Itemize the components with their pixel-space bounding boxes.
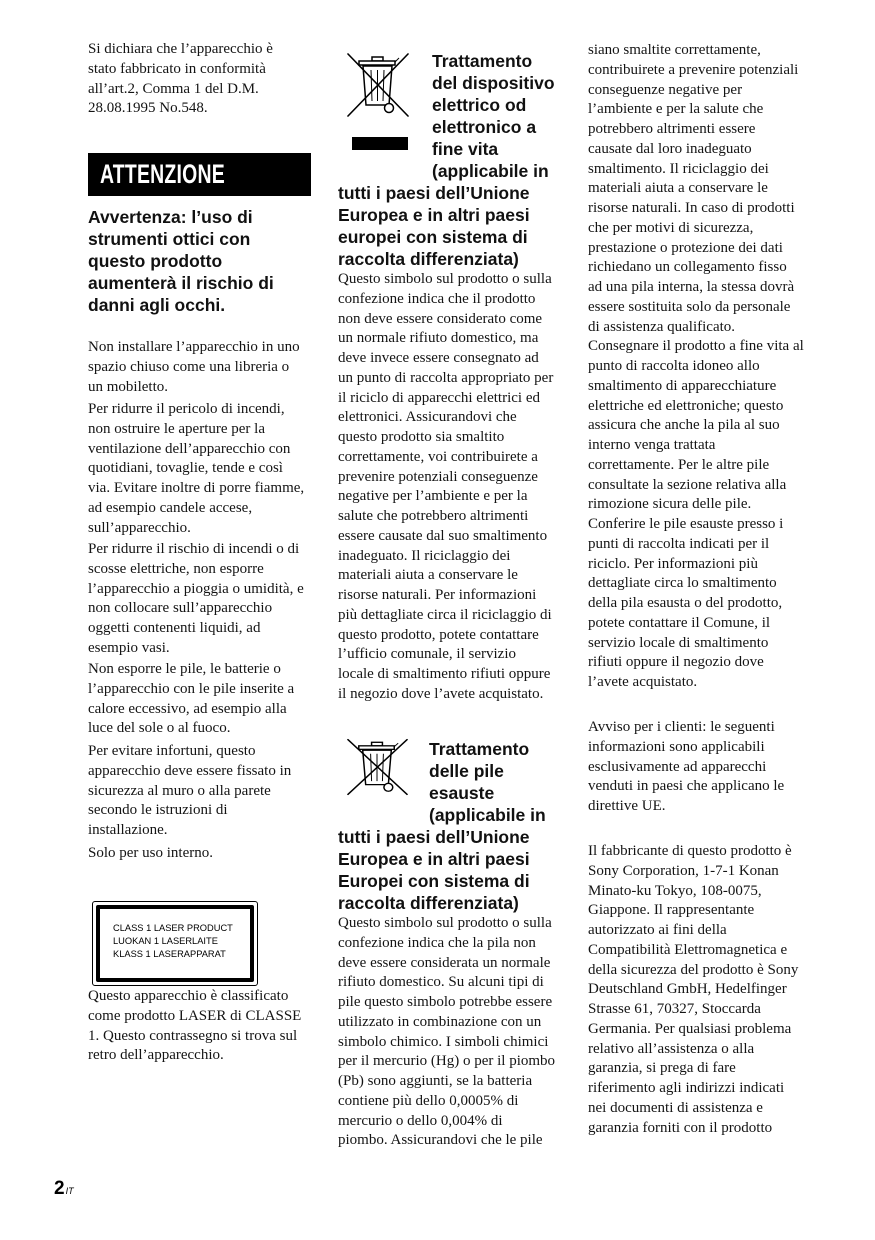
text-line: Per evitare infortuni, questo (88, 743, 256, 759)
text-line: l’avete acquistato. (588, 674, 698, 690)
customer-notice (588, 718, 810, 817)
heading-line: (applicabile in (429, 805, 546, 825)
text-line: simbolo chimico. I simboli chimici (338, 1033, 549, 1050)
text-line: mercurio o dello 0,004% di (338, 1112, 503, 1129)
text-line: questo prodotto, potete contattare (338, 626, 539, 643)
text-line: l’ufficio comunale, il servizio (338, 646, 517, 663)
text-line: utilizzato in combinazione con un (338, 1013, 542, 1030)
text-line: Minato-ku Tokyo, 108-0075, (588, 882, 762, 899)
safety-paragraph (88, 660, 313, 739)
text-line: piombo. Assicurandovi che le pile (338, 1132, 543, 1149)
text-line: Solo per uso interno. (88, 845, 213, 861)
text-line: pile questo simbolo potrebbe essere (338, 994, 553, 1010)
text-line: salute che potrebbero altrimenti (338, 508, 529, 524)
text-line: Deutschland GmbH, Hedelfinger (588, 981, 787, 998)
page-number-value: 2 (54, 1178, 65, 1199)
text-line: un punto di raccolta appropriato per (338, 369, 554, 386)
text-line: conseguenze negative per (588, 81, 743, 98)
text-line: riciclo. Per informazioni più (588, 555, 758, 572)
text-line: installazione. (88, 822, 168, 838)
text-line: rifiuti oppure il negozio dove (588, 654, 764, 671)
attenzione-banner (88, 153, 311, 196)
text-line: Il fabbricante di questo prodotto è (588, 843, 792, 859)
text-line: smaltimento di apparecchiature (588, 377, 777, 394)
text-line: potete contattare il Comune, il (588, 614, 771, 631)
text-line: quotidiani, tovaglie, tende e così (88, 460, 283, 477)
text-line: Giappone. Il rappresentante (588, 902, 755, 919)
text-line: sull’apparecchio. (88, 519, 191, 536)
text-line: contiene più dello 0,0005% di (338, 1092, 519, 1109)
text-line: Per ridurre il pericolo di incendi, (88, 401, 285, 417)
heading-line: tutti i paesi dell’Unione (338, 827, 530, 847)
heading-line: del dispositivo (432, 73, 555, 93)
eye-warning-heading (88, 206, 313, 316)
safety-paragraph (88, 742, 313, 841)
text-line: inadeguato. Il riciclaggio dei (338, 547, 511, 564)
text-line: all’art.2, Comma 1 del D.M. (88, 80, 259, 97)
text-line: questo prodotto sia smaltito (338, 429, 505, 445)
text-line: un mobiletto. (88, 378, 168, 395)
text-line: oggetti contenenti liquidi, ad (88, 620, 261, 636)
text-line: essere sostituita solo da personale (588, 298, 791, 315)
weee-heading (338, 50, 560, 182)
text-line: spazio chiuso come una libreria o (88, 358, 290, 375)
text-line: consultate la sezione relativa alla (588, 476, 787, 493)
text-line: essere causate dal suo smaltimento (338, 527, 548, 544)
text-line: punti di raccolta indicati per il (588, 535, 770, 552)
heading-line: Trattamento (429, 739, 530, 759)
text-line: dettagliate circa lo smaltimento (588, 575, 777, 592)
text-line: deve essere considerata un normale (338, 954, 551, 971)
text-line: risorse naturali. In caso di prodotti (588, 200, 795, 216)
heading-line: raccolta differenziata) (338, 249, 519, 269)
label-line: CLASS 1 LASER PRODUCT (113, 923, 233, 933)
text-line: scosse elettriche, non esporre (88, 560, 264, 577)
text-line: assicura che anche la pila al suo (588, 417, 780, 434)
text-line: di assistenza qualificato. (588, 318, 736, 335)
heading-line: danni agli occhi. (88, 295, 226, 315)
text-line: 28.08.1995 No.548. (88, 100, 208, 117)
text-line: Si dichiara che l’apparecchio è (88, 41, 273, 57)
text-line: Non installare l’apparecchio in uno (88, 339, 300, 355)
text-line: sicurezza al muro o alla parete (88, 782, 271, 799)
text-line: un normale rifiuto domestico, ma (338, 330, 539, 347)
text-line: potrebbero altrimenti essere (588, 121, 756, 137)
heading-line: elettrico od (432, 95, 527, 115)
conformity-paragraph (88, 40, 313, 119)
text-line: interno venga trattata (588, 437, 716, 453)
text-line: negative per l’ambiente e per la (338, 488, 528, 505)
laser-label-text (113, 922, 233, 961)
text-line: venduti in paesi che applicano le (588, 778, 785, 795)
text-line: retro dell’apparecchio. (88, 1047, 224, 1064)
text-line: prevenire potenziali conseguenze (338, 468, 538, 485)
text-line: l’ambiente e per la salute che (588, 101, 764, 118)
text-line: direttive UE. (588, 798, 666, 814)
safety-paragraph (88, 844, 313, 864)
text-line: deve invece essere consegnato ad (338, 350, 539, 366)
text-line: via. Evitare inoltre di porre fiamme, (88, 480, 305, 496)
text-line: materiali aiuta a conservare le (338, 567, 518, 584)
text-line: relativo all’assistenza o alla (588, 1040, 755, 1057)
text-line: elettronici. Assicurandovi che (338, 409, 517, 426)
heading-line: (applicabile in (432, 161, 549, 181)
heading-line: Trattamento (432, 51, 533, 71)
text-line: Questo simbolo sul prodotto o sulla (338, 915, 552, 931)
text-line: risorse naturali. Per informazioni (338, 587, 537, 603)
text-line: Sony Corporation, 1-7-1 Konan (588, 862, 779, 879)
heading-line: Europea e in altri paesi (338, 205, 530, 225)
text-line: più dettagliate circa il riciclaggio di (338, 606, 552, 623)
text-line: garanzia forniti con il prodotto (588, 1119, 773, 1136)
text-line: riferimento agli indirizzi indicati (588, 1080, 785, 1096)
heading-line: delle pile (429, 761, 504, 781)
laser-note-paragraph (88, 987, 313, 1066)
text-line: correttamente, voi contribuirete a (338, 448, 538, 465)
text-line: (Pb) sono aggiunti, se la batteria (338, 1073, 533, 1089)
battery-heading (338, 738, 560, 826)
text-line: Consegnare il prodotto a fine vita al (588, 338, 804, 355)
text-line: Non esporre le pile, le batterie o (88, 661, 281, 677)
text-line: materiali aiuta a conservare le (588, 180, 768, 197)
text-line: nei documenti di assistenza e (588, 1099, 763, 1116)
text-line: smaltimento. Il riciclaggio dei (588, 160, 769, 177)
heading-line: fine vita (432, 139, 499, 159)
label-line: LUOKAN 1 LASERLAITE (113, 936, 218, 946)
weee-body (338, 270, 560, 705)
text-line: della pila esausta o del prodotto, (588, 595, 783, 611)
heading-line: esauste (429, 783, 495, 803)
battery-body-continued (588, 41, 810, 693)
label-line: KLASS 1 LASERAPPARAT (113, 949, 226, 959)
text-line: non ostruire le aperture per la (88, 420, 266, 437)
safety-paragraph (88, 400, 313, 538)
text-line: ad esempio candele accese, (88, 499, 253, 516)
text-line: non deve essere considerato come (338, 310, 543, 327)
text-line: informazioni sono applicabili (588, 738, 765, 755)
text-line: contribuirete a prevenire potenziali (588, 61, 799, 78)
text-line: garanzia, si prega di fare (588, 1060, 736, 1077)
text-line: siano smaltite correttamente, (588, 42, 761, 58)
text-line: autorizzato ai fini della (588, 922, 727, 938)
text-line: causate dal loro inadeguato (588, 140, 752, 157)
text-line: prestazione o protezione dei dati (588, 239, 783, 256)
text-line: richiedano un collegamento fisso (588, 259, 787, 276)
attenzione-title: ATTENZIONE (100, 159, 225, 189)
text-line: Questo simbolo sul prodotto o sulla (338, 271, 552, 287)
heading-line: Europei con sistema di (338, 871, 530, 891)
manufacturer-info (588, 842, 810, 1138)
text-line: esempio vasi. (88, 639, 170, 656)
text-line: il riciclo di apparecchi elettrici ed (338, 389, 540, 406)
text-line: stato fabbricato in conformità (88, 60, 266, 77)
text-line: della sicurezza del prodotto è Sony (588, 961, 799, 978)
heading-line: questo prodotto (88, 251, 223, 271)
weee-heading-continued (338, 182, 560, 270)
heading-line: europei con sistema di (338, 227, 528, 247)
heading-line: strumenti ottici con (88, 229, 251, 249)
heading-line: aumenterà il rischio di (88, 273, 274, 293)
text-line: servizio locale di smaltimento (588, 634, 769, 651)
text-line: ad una pila interna, la stessa dovrà (588, 279, 795, 295)
text-line: come prodotto LASER di CLASSE (88, 1007, 302, 1024)
text-line: secondo le istruzioni di (88, 802, 228, 819)
heading-line: Europea e in altri paesi (338, 849, 530, 869)
heading-line: elettronico a (432, 117, 537, 137)
text-line: Conferire le pile esauste presso i (588, 516, 784, 532)
battery-heading-continued (338, 826, 560, 914)
text-line: confezione indica che la pila non (338, 934, 536, 951)
text-line: ventilazione dell’apparecchio con (88, 440, 291, 457)
safety-paragraph (88, 540, 313, 659)
text-line: l’apparecchio con le pile inserite a (88, 680, 295, 697)
text-line: rimozione sicura delle pile. (588, 496, 752, 513)
text-line: luce del sole o al fuoco. (88, 720, 231, 737)
text-line: Germania. Per qualsiasi problema (588, 1020, 792, 1037)
battery-body (338, 914, 560, 1151)
text-line: l’apparecchio a pioggia o umidità, e (88, 580, 304, 597)
laser-class-label (92, 901, 258, 986)
text-line: Per ridurre il rischio di incendi o di (88, 541, 300, 557)
text-line: il negozio dove l’avete acquistato. (338, 685, 544, 702)
safety-paragraph (88, 338, 313, 397)
page-number (54, 1178, 74, 1200)
heading-line: tutti i paesi dell’Unione (338, 183, 530, 203)
text-line: elettriche ed elettroniche; questo (588, 397, 784, 414)
text-line: rifiuto domestico. Su alcuni tipi di (338, 974, 544, 991)
text-line: non collocare sull’apparecchio (88, 600, 273, 617)
text-line: confezione indica che il prodotto (338, 290, 536, 307)
text-line: 1. Questo contrassegno si trova sul (88, 1027, 298, 1044)
text-line: Strasse 61, 70327, Stoccarda (588, 1001, 761, 1017)
text-line: correttamente. Per le altre pile (588, 456, 770, 473)
text-line: per il mercurio (Hg) o per il piombo (338, 1053, 556, 1070)
text-line: Compatibilità Elettromagnetica e (588, 941, 788, 958)
page-language-suffix: IT (65, 1186, 74, 1196)
text-line: Questo apparecchio è classificato (88, 988, 289, 1004)
text-line: che per motivi di sicurezza, (588, 219, 754, 236)
text-line: apparecchio deve essere fissato in (88, 762, 292, 779)
text-line: Avviso per i clienti: le seguenti (588, 719, 775, 735)
text-line: locale di smaltimento rifiuti oppure (338, 666, 551, 682)
text-line: esclusivamente ad apparecchi (588, 758, 767, 775)
heading-line: raccolta differenziata) (338, 893, 519, 913)
text-line: calore eccessivo, ad esempio alla (88, 700, 287, 717)
heading-line: Avvertenza: l’uso di (88, 207, 253, 227)
text-line: punto di raccolta idoneo allo (588, 358, 760, 374)
